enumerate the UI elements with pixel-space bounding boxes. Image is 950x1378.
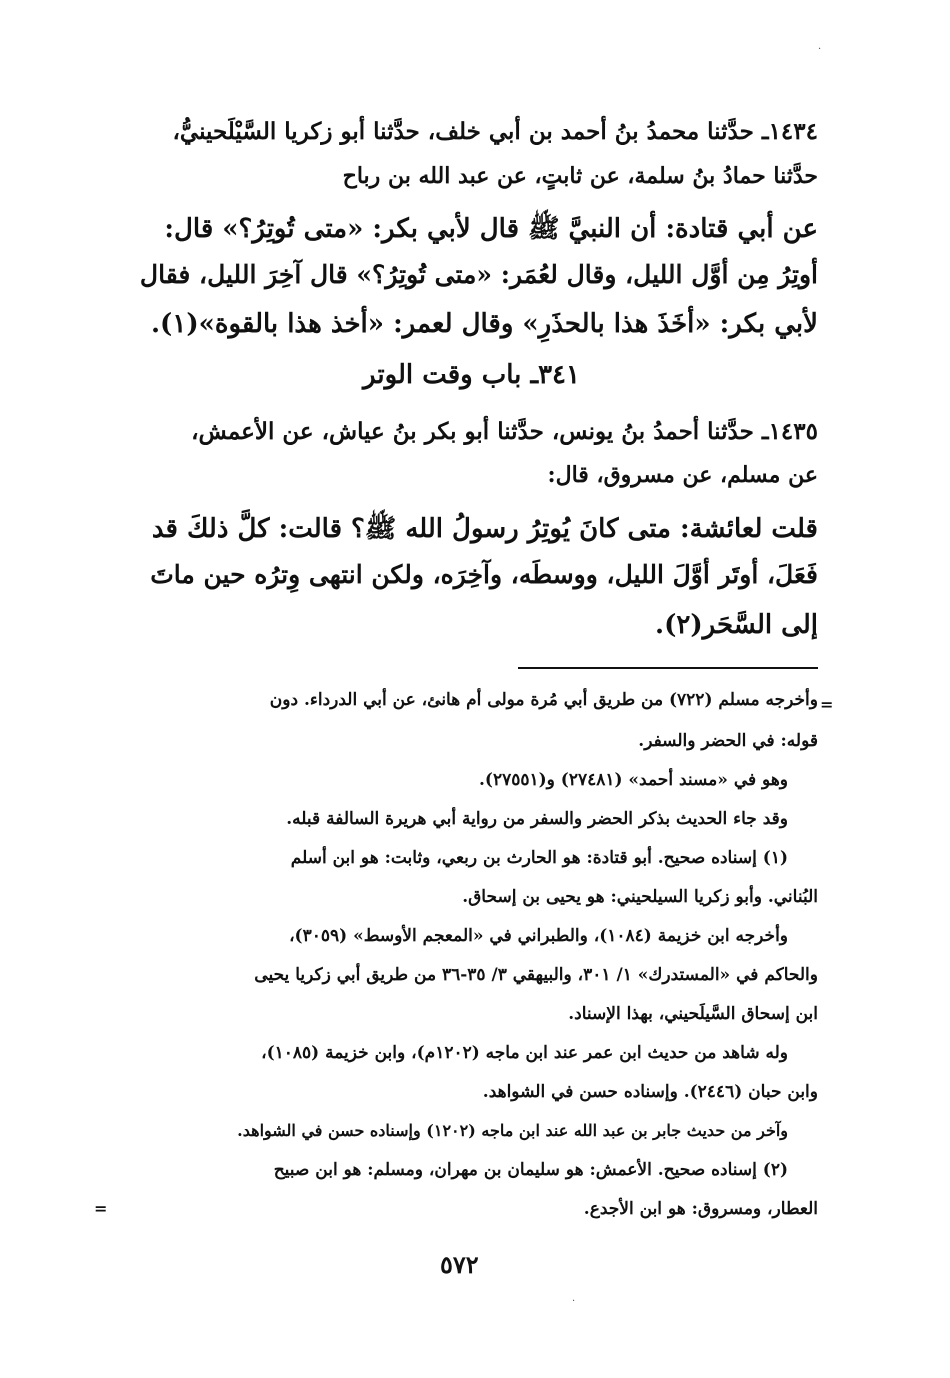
hadith-1434-isnad-line-2: حدَّثنا حمادُ بنُ سلمة، عن ثابتٍ، عن عبد الله بن رباح <box>342 163 818 189</box>
footnote-line: وأخرجه ابن خزيمة (١٠٨٤)، والطبراني في «المعجم الأوسط» (٣٠٥٩)، <box>289 926 788 946</box>
scan-speck: · <box>818 44 822 55</box>
footnote-line: وهو في «مسند أحمد» (٢٧٤٨١) و(٢٧٥٥١). <box>478 770 788 790</box>
chapter-heading: ٣٤١ـ باب وقت الوتر <box>363 360 580 390</box>
footnote-line: وأخرجه مسلم (٧٢٢) من طريق أبي مُرة مولى أم هانئ، عن أبي الدرداء. دون <box>269 690 818 710</box>
hadith-1435-matn-line-1: قلت لعائشة: متى كانَ يُوتِرُ رسولُ الله ﷺ؟ قالت: كلَّ ذلكَ قد <box>151 514 818 544</box>
footnote-line: والحاكم في «المستدرك» ١/ ٣٠١، والبيهقي ٣/ ٣٥-٣٦ من طريق أبي زكريا يحيى <box>254 965 818 985</box>
footnote-line: قوله: في الحضر والسفر. <box>638 731 818 751</box>
hadith-1434-matn-line-3: لأبي بكر: «أخَذَ هذا بالحذَرِ» وقال لعمر: «أخذ هذا بالقوة»(١). <box>150 309 818 339</box>
hadith-1435-matn-line-2: فَعَلَ، أوتَر أوَّلَ الليل، ووسطَه، وآخِرَه، ولكن انتهى وِترُه حين ماتَ <box>150 560 818 589</box>
footnote-line: العطار، ومسروق: هو ابن الأجدع. <box>583 1199 818 1219</box>
footnote-line: ابن إسحاق السَّيلَحيني، بهذا الإسناد. <box>568 1004 818 1024</box>
hadith-1434-isnad-line-1: ١٤٣٤ـ حدَّثنا محمدُ بنُ أحمد بن أبي خلف، حدَّثنا أبو زكريا السَّيْلَحينيُّ، <box>172 118 818 145</box>
footnote-line: وله شاهد من حديث ابن عمر عند ابن ماجه (١٢٠٢م)، وابن خزيمة (١٠٨٥)، <box>261 1043 788 1063</box>
footnote-line: البُناني. وأبو زكريا السيلحيني: هو يحيى بن إسحاق. <box>462 887 818 907</box>
hadith-1434-matn-line-1: عن أبي قتادة: أن النبيَّ ﷺ قال لأبي بكر: «متى تُوتِرُ؟» قال: <box>164 214 818 244</box>
footnote-line: (٢) إسناده صحيح. الأعمش: هو سليمان بن مهران، ومسلم: هو ابن صبيح <box>273 1160 788 1180</box>
scan-speck: · <box>572 1296 576 1307</box>
hadith-1434-matn-line-2: أوتِرُ مِن أوَّل الليل، وقال لعُمَر: «متى تُوتِرُ؟» قال آخِرَ الليل، فقال <box>139 260 818 289</box>
footnote-line: وآخر من حديث جابر بن عبد الله عند ابن ماجه (١٢٠٢) وإسناده حسن في الشواهد. <box>237 1121 788 1140</box>
hadith-1435-isnad-line-2: عن مسلم، عن مسروق، قال: <box>547 462 818 488</box>
page-number: ٥٧٢ <box>440 1250 479 1279</box>
footnote-line: وابن حبان (٢٤٤٦). وإسناده حسن في الشواهد. <box>482 1082 818 1102</box>
hadith-1435-isnad-line-1: ١٤٣٥ـ حدَّثنا أحمدُ بنُ يونس، حدَّثنا أبو بكر بنُ عياش، عن الأعمش، <box>191 418 818 445</box>
hadith-1435-matn-line-3: إلى السَّحَر(٢). <box>655 610 818 640</box>
footnote-line: وقد جاء الحديث بذكر الحضر والسفر من رواية أبي هريرة السالفة قبله. <box>286 809 788 829</box>
footnote-continuation-mark: = <box>820 695 834 714</box>
footnote-separator <box>518 667 818 669</box>
footnote-end-mark: = <box>94 1199 108 1218</box>
footnote-line: (١) إسناده صحيح. أبو قتادة: هو الحارث بن ربعي، وثابت: هو ابن أسلم <box>290 848 788 868</box>
